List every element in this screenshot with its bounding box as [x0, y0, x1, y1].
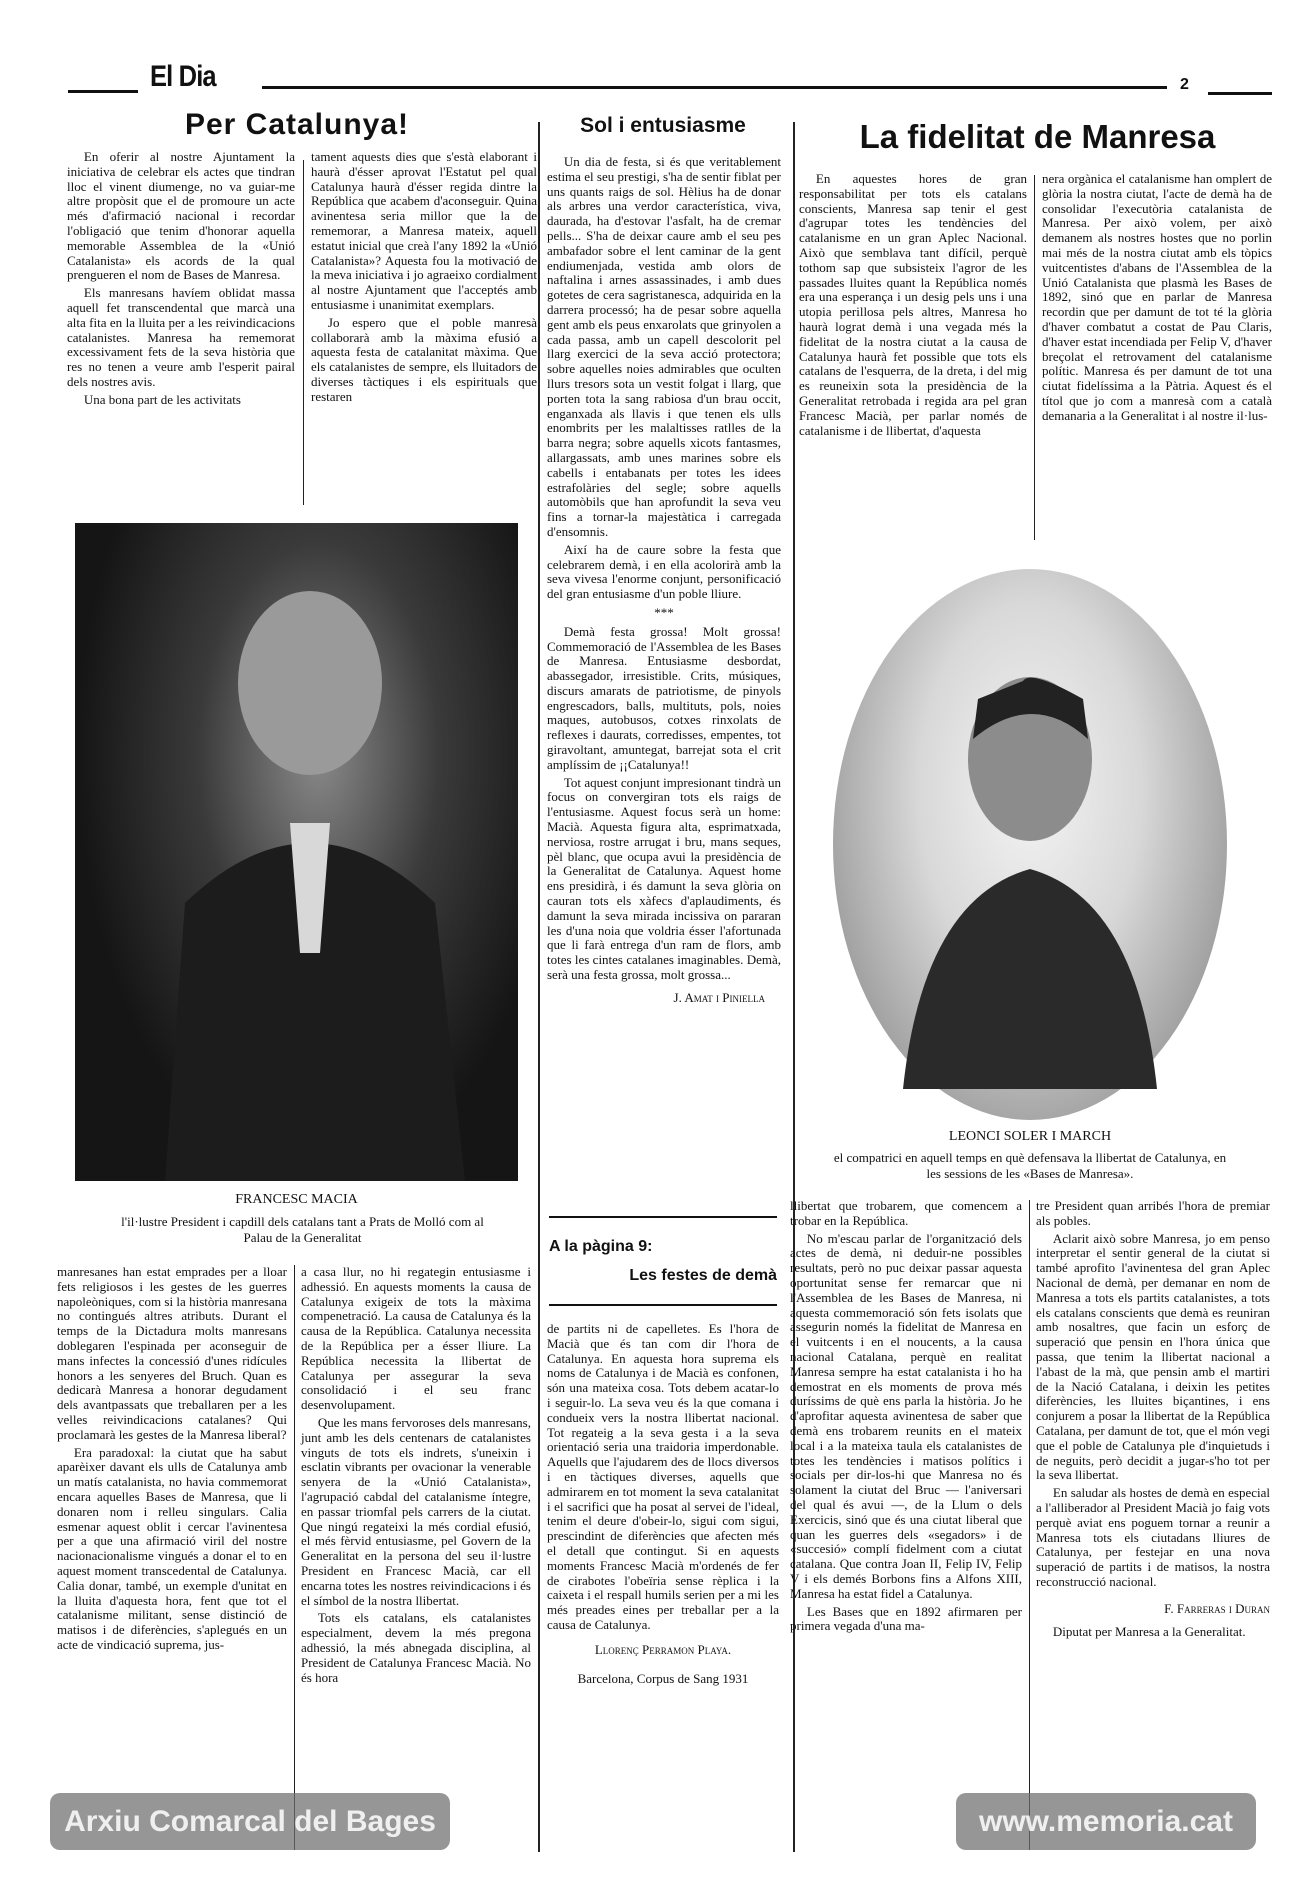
paragraph: Era paradoxal: la ciutat que ha sabut aparèixer davant els ulls de Catalunya amb un matís catalanista, no havia commemorat encara aquelles Bases de Manresa, que li donaren nom i relleu singulars. Calia esmenar aquest oblit i cercar l'avinentesa per a que una afirmació viril del nostre nacionacionalisme vingués a donar el to en aquest moment transcedental de Catalunya. Calia donar, també, un exemple d'unitat en la lluita d'aquesta hora, fent que tot el catalanisme militant, sense distinció de matisos i de diferències, s'aplegués en un acte de vindicació suprema, jus-	[57, 1444, 287, 1652]
paragraph: Tot aquest conjunt impresionant tindrà un focus on convergiran tots els raigs de l'entusiasme. Aquest focus serà un home: Macià. Aquesta figura alta, esprimatxada, nerviosa, rostre arrugat i bru, mans seques, pèl blanc, que ocupa avui la presidència de la Generalitat de Catalunya. Aquest home ens presidirà, i és damunt la seva glòria on cauran tots els xàfecs d'aplaudiments, és damunt la seva mirada incissiva on pararan les d'una noia que voldria ésser l'afortunada que li farà entrega d'un ram de flors, amb totes les cintes catalanes imaginables. Demà, serà una festa grossa, molt grossa...	[547, 774, 781, 983]
watermark-memoria-cat: www.memoria.cat	[956, 1793, 1256, 1850]
article-paragraphs	[547, 625, 781, 983]
paragraph: Que les mans fervoroses dels manresans, junt amb les dels centenars de catalanistes vinguts de tots els indrets, s'uneixin i esclatin vibrants per ovacionar la venerable senyera de la «Unió Catalanista», l'agrupació cabdal del catalanisme íntegre, en passar triomfal pels carrers de la ciutat. Que ningú regateixi la més cordial efusió, el més fèrvid entusiasme, pel Govern de la Generalitat en la persona del seu il·lustre President en Francesc Macià, car ell encarna totes les nostres reivindicacions i és el símbol de la nostra llibertat.	[301, 1414, 531, 1608]
paragraph: tre President quan arribés l'hora de premiar als pobles.	[1036, 1198, 1270, 1228]
paragraph: Jo espero que el poble manresà collaborarà amb la màxima efusió a aquesta festa de catalanitat màxima. Que els catalanistes de sempre, els lluitadors de diverses tàctiques i els espirituals que restaren	[311, 314, 537, 404]
paragraph: Les Bases que en 1892 afirmaren per primera vegada d'una ma-	[790, 1603, 1022, 1634]
paragraph: de partits ni de capelletes. Es l'hora de Macià que és tan com dir l'hora de Catalunya. En aquesta hora suprema els noms de Catalunya i de Macià es confonen, són una mateixa cosa. Tots debem acatar-lo i seguir-lo. La seva veu és la que comana i condueix vers la nostra llibertat nacional. Tot regateig a la seva gesta i a la seva orientació seria una traidoria imperdonable. Aquells que l'ajudarem des de llocs diversos i en tàctiques diverses, aquells que admirarem en tot moment la seva catalanitat i el sacrifici que ha posat al servei de l'ideal, tenim el deure d'obeir-lo, sigui com sigui, prescindint de diferències que afecten més el detall que contingut. Si en aquests moments Francesc Macià m'ordenés de fer de cirabotes l'obeïria sense rèplica i la caixeta i el respall humils serien per a mi les més preades eines per treballar per a la causa de Catalunya.	[547, 1321, 779, 1632]
paragraph: Tots els catalans, els catalanistes especialment, devem la més pregona adhessió, la més abnegada disciplina, al President de Catalunya Francesc Macià. No és hora	[301, 1610, 531, 1685]
article-column	[57, 1265, 287, 1653]
column-rule	[1029, 1200, 1030, 1850]
portrait-photo-francesc-macia	[75, 523, 518, 1181]
masthead-rule-right	[1208, 92, 1272, 95]
article-author: J. Amat i Piniella	[673, 989, 765, 1005]
article-column	[790, 1199, 1022, 1634]
paragraph: tament aquests dies que s'està elaborant i haurà d'ésser aprovat l'Estatut pel qual Catalunya haurà d'ésser regida dintre la República que acabem d'aconseguir. Quina avinentesa seria millor que la de rememorar, a Manresa mateix, aquell estatut inicial que creà l'any 1892 la «Unió Catalanista»? Aquesta fou la motivació de la meva iniciativa i jo agraeixo cordialment al nostre Ajuntament que l'acceptés amb entusiasme i unanimitat exemplars.	[311, 149, 537, 312]
notice-rule-bottom	[549, 1304, 777, 1306]
article-column	[1042, 172, 1272, 424]
article-column	[1036, 1199, 1270, 1639]
paragraph: No m'escau parlar de l'organització dels actes de demà, ni deduir-ne possibles resultats, però no puc deixar passar aquesta oportunitat sense fer remarcar que ni l'Assemblea de les Bases de Manresa, ni aquesta commemoració són fets isolats que assegurin només la fidelitat de Manresa en el vuitcents i en el noucents, a la causa nacional Catalana, perquè en realitat Manresa sempre ha estat catalanista i ho ha demostrat en els moments de prova més duríssims de què ens parla la història. Jo he d'aprofitar aquesta avinentesa de saber que demà ens trobarem reunits en el mateix local i a la mateixa taula els catalanistes de totes les tendències i matisos polítics i socials per dir-los-hi que Manresa no és solament la ciutat del Bruc — l'aniversari del qual és avui —, de la Llum o dels Exercicis, sinó que és una ciutat liberal que quan les guerres dels «segadors» i de «succesió» complí fidelment com a ciutat catalana. Que contra Joan II, Felip IV, Felip V i els demés Borbons fins a Alfons XIII, Manresa ha estat fidel a Catalunya.	[790, 1230, 1022, 1601]
paragraph: Una bona part de les activitats	[83, 391, 241, 407]
paragraph: a casa llur, no hi regategin entusiasme i adhessió. En aquests moments la causa de Catalunya exigeix de tots la màxima compenetració. La causa de Catalunya és la causa de la República. Catalunya necessita de la República per a ésser lliure. La República necessita la llibertat de Catalunya per assegurar la seva consolidació i el seu franc desenvolupament.	[301, 1264, 531, 1413]
column-rule	[294, 1265, 295, 1850]
paragraph: En aquestes hores de gran responsabilitat per tots els catalans conscients, Manresa sap tenir el gest d'agrupar totes les tendències del catalanisme en un gran Aplec Nacional. Això que semblava tant difícil, perquè tothom sap que subsisteix l'agror de les passades lluites quant la República només era una esperança i un desig pels uns i una utopia perillosa pels altres, Manresa ho haurà lograt demà i una vegada més la fidelitat de la nostra ciutat a la causa de Catalunya haurà fet possible que tots els catalans de l'esquerra, de la dreta, i del mig es reuneixin sota la presidència de la Generalitat retrobada i regida ara pel gran Francesc Macià, per parlar només de catalanisme i de llibertat, d'aquesta	[799, 171, 1027, 438]
photo-caption-name: FRANCESC MACIA	[235, 1192, 358, 1207]
paragraph: nera orgànica el catalanisme han omplert de glòria la nostra ciutat, l'acte de demà ha de consolidar l'executòria catalanista de Manresa. Per això volem, per això demanem als nostres hostes que no porlin mai més de la nostra ciutat amb els tòpics vuitcentistes d'abans de l'Assemblea de la Unió Catalanista que plasmà les Bases de 1892, sinó que en parlar de Manresa recordin que per damunt de tot té la glòria d'haver combatut a costat de Pau Claris, d'haver estat incendiada per Felip V, d'haver breçolat el retrovament del catalanisme polític. Manresa és per damunt de tot una ciutat fidelíssima a la Pàtria. Aquest és el títol que jo com a manresà com a català demanaria a la Generalitat i al nostre il·lus-	[1042, 171, 1272, 423]
article-column	[301, 1265, 531, 1685]
section-separator: ***	[654, 604, 674, 620]
watermark-arxiu-comarcal: Arxiu Comarcal del Bages	[50, 1793, 450, 1850]
paragraph: Un dia de festa, si és que veritablement estima el seu prestigi, s'ha de sentir fiblat per uns quants raigs de sol. Hèlius ha de donar als arbres una verdor característica, viva, daurada, ha d'estovar l'asfalt, ha de cremar pells... S'ha de deixar caure amb el seu pes ambafador sobre el lent caminar de la gent endiumenjada, vestida amb olors de naftalina i arnes assassinades, i amb dues gotetes de cera sagristanesca, adquirida en la darrera processó; ha de pesar sobre aquella gent amb els peus enxarolats que grinyolen a cada passa, amb un capell descolorit pel llarg exercici de la seva acció protectora; sobre aquelles noies admirables que oculten llurs tresors sota un vestit folgat i llarg, que porten tota la sang rabiosa d'un brau occit, enganxada als llavis i que tenen els ulls enombrits per les malaltisses ratlles de la barra negra; sobre aquells xicots fantasmes, allargassats, amb unes marines sobre els cabells i entabanats per totes les idees estrafolàries del segle; sobre aquells automòbils que han aprofundit la seva veu fins a tornar-la majestàtica i carregada d'ensomnis.	[547, 154, 781, 539]
article-column	[311, 150, 537, 405]
page-number: 2	[1180, 76, 1189, 93]
paragraph: En oferir al nostre Ajuntament la iniciativa de celebrar els actes que tindran lloc el vinent diumenge, no va guiar-me altre propòsit que el de promoure un acte més d'afirmació nacional i recordar l'obligació que tenim d'honorar aquella memorable Assemblea de la «Unió Catalanista» els acords de la qual prengueren el nom de Bases de Manresa.	[67, 149, 295, 283]
portrait-figure-icon	[833, 569, 1227, 1120]
article-title-per-catalunya: Per Catalunya!	[184, 108, 410, 141]
article-title-la-fidelitat-de-manresa: La fidelitat de Manresa	[859, 118, 1216, 155]
article-paragraphs	[547, 1322, 779, 1633]
article-author: Llorenç Perramon Playa.	[594, 1641, 732, 1657]
notice-line-1: A la pàgina 9:	[549, 1238, 653, 1255]
portrait-photo-leonci-soler-i-march	[833, 569, 1227, 1120]
column-rule	[303, 160, 304, 505]
article-place-date: Barcelona, Corpus de Sang 1931	[577, 1670, 749, 1686]
article-paragraphs	[547, 155, 781, 602]
column-rule	[1034, 175, 1035, 540]
paragraph: En saludar als hostes de demà en especial a l'alliberador al President Macià jo faig vots perquè aviat ens poguem tornar a reunir a Manresa tots els ciutadans lliures de Catalunya, per festejar en una nova superació de partits i de matisos, la nostra reconstrucció nacional.	[1036, 1485, 1270, 1589]
photo-caption: el compatrici en aquell temps en què defensava la llibertat de Catalunya, en les sessions de les «Bases de Manresa».	[833, 1150, 1227, 1181]
article-column	[799, 172, 1027, 438]
article-author: F. Farreras i Duran	[1164, 1600, 1270, 1616]
article-author-role: Diputat per Manresa a la Generalitat.	[1052, 1623, 1246, 1639]
photo-caption: l'il·lustre President i capdill dels catalans tant a Prats de Molló com al Palau de la Generalitat	[121, 1214, 484, 1245]
paragraph: Els manresans havíem oblidat massa aquell fet transcendental que marcà una alta fita en la lluita per a les reivindicacions catalanistes. Manresa ha rememorat excessivament fets de la seva història que res no tenen a veure amb l'esperit pairal dels nostres avis.	[67, 285, 295, 389]
article-column	[547, 1322, 779, 1686]
masthead-logo: El Dia	[150, 60, 216, 93]
paragraph: llibertat que trobarem, que comencem a trobar en la República.	[790, 1198, 1022, 1228]
paragraph: Demà festa grossa! Molt grossa! Commemoració de l'Assemblea de les Bases de Manresa. Entusiasme desbordat, abassegador, irresistible. Crits, músiques, discurs amarats de patriotisme, de pinyols engrescadors, balls, multituts, pols, noies maques, autobusos, cotxes rinxolats de reflexes i daurats, corredisses, empentes, tot giravoltant, amuntegat, barrejat sota el crit amplíssim de ¡¡Catalunya!!	[547, 623, 781, 772]
masthead-rule-left	[68, 90, 138, 93]
notice-rule-top	[549, 1216, 777, 1218]
portrait-figure-icon	[75, 523, 518, 1181]
paragraph: Aclarit això sobre Manresa, jo em penso interpretar el sentir general de la ciutat si també aprofito l'avinentesa del gran Aplec Nacional de demà, per demanar en nom de Manresa a tots els partits catalanistes, a tots els catalans conscients que demà es reuniran amb nosaltres, que facin un esforç de superació que pensin en l'hora única que passa, que tenim la llibertat nacional a l'abast de la mà, que pensin amb el martiri de la Nació Catalana, i deixin les petites diferències, les lluites biçantines, i ens conjurem a posar la llibertat de la República Catalana, per damunt de tot, que el món vegi que el poble de Catalunya ple d'inquietuds i de neguits, però decidit a jugar-s'ho tot per la seva llibertat.	[1036, 1230, 1270, 1483]
article-column	[67, 150, 295, 408]
notice-line-2: Les festes de demà	[629, 1267, 777, 1284]
article-paragraphs	[1036, 1199, 1270, 1590]
article-column	[547, 155, 781, 1006]
photo-caption-name: LEONCI SOLER I MARCH	[948, 1129, 1112, 1144]
column-rule	[538, 122, 540, 1852]
paragraph: Així ha de caure sobre la festa que celebrarem demà, i en ella acolorirà amb la seva vivesa l'enorme conjunt, personificació del gran entusiasme d'un poble lliure.	[547, 541, 781, 602]
article-title-sol-i-entusiasme: Sol i entusiasme	[580, 114, 746, 137]
masthead-rule	[262, 86, 1167, 89]
paragraph: manresanes han estat emprades per a lloar fets religiosos i les gestes de les guerres napoleòniques, com si la història manresana no contingués altres atributs. Durant el temps de la Dictadura molts manresans doblegaren l'espinada per aconseguir de mans infectes la concessió d'unes ridícules honors a les senyeres del Bruch. Quan es dedicarà Manresa a honorar degudament dels avantpassats que treballaren per a les velles reivindicacions catalanes? Qui proclamarà les gestes de la Manresa liberal?	[57, 1264, 287, 1442]
